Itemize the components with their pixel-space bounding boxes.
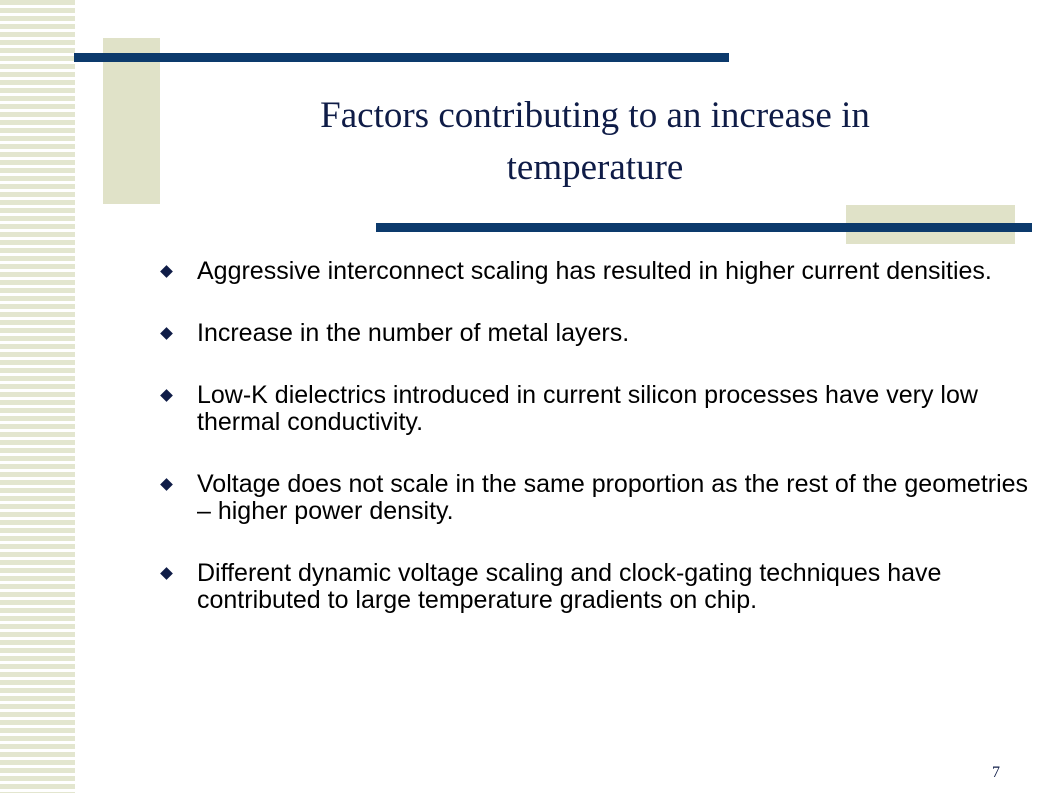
bullet-item <box>159 471 1029 525</box>
slide-title: Factors contributing to an increase in temperature <box>320 95 870 188</box>
diamond-bullet-icon <box>160 389 173 402</box>
page-number: 7 <box>992 764 1000 781</box>
bullet-text: Aggressive interconnect scaling has resulted in higher current densities. <box>197 257 992 285</box>
bullet-text: Different dynamic voltage scaling and clock-gating techniques have contributed to large temperature gradients on chip. <box>197 559 942 614</box>
decorative-side-stripes <box>0 0 75 793</box>
accent-block-left <box>103 38 160 204</box>
diamond-bullet-icon <box>160 567 173 580</box>
bullet-list <box>159 258 1029 649</box>
diamond-bullet-icon <box>160 327 173 340</box>
bullet-text: Low-K dielectrics introduced in current silicon processes have very low thermal conductivity. <box>197 381 978 436</box>
bullet-item <box>159 258 1029 285</box>
diamond-bullet-icon <box>160 478 173 491</box>
diamond-bullet-icon <box>160 265 173 278</box>
bullet-text: Increase in the number of metal layers. <box>197 319 630 347</box>
bullet-item <box>159 382 1029 436</box>
title-rule-bottom <box>376 223 1032 232</box>
title-rule-top <box>74 53 729 62</box>
bullet-item <box>159 560 1029 614</box>
bullet-item <box>159 320 1029 347</box>
bullet-text: Voltage does not scale in the same proportion as the rest of the geometries – higher power density. <box>197 470 1029 525</box>
